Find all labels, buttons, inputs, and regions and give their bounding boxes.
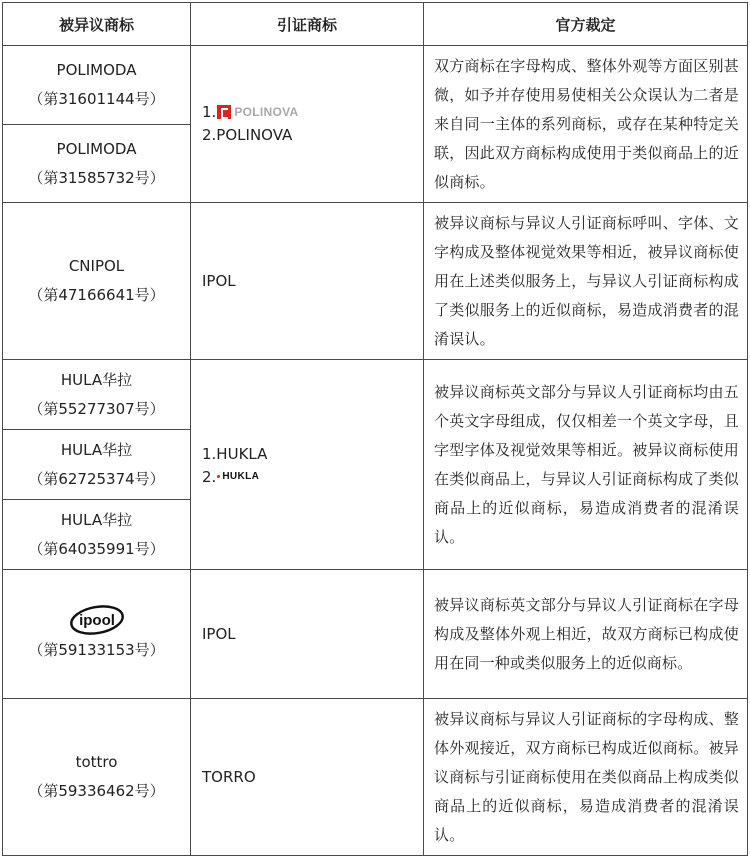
mark-reg-number: （第31585732号） xyxy=(28,168,165,187)
grid-line xyxy=(747,2,748,856)
ruling-cell: 被异议商标英文部分与异议人引证商标均由五个英文字母组成，仅仅相差一个英文字母，且字型字体及视觉效果等相近。被异议商标使用在类似商品上，与异议人引证商标构成了类似商品上的近似商标，易造成消费者的混淆误认。 xyxy=(434,382,739,546)
list-number: 1. xyxy=(202,103,217,121)
cited-mark-text: IPOL xyxy=(202,272,236,290)
objected-mark-cell xyxy=(3,570,190,698)
ruling-cell: 被异议商标英文部分与异议人引证商标在字母构成及整体外观上相近，故双方商标已构成使用在同一种或类似服务上的近似商标。 xyxy=(434,595,739,672)
hukla-logo-dot-icon xyxy=(217,475,220,478)
ruling-cell: 双方商标在字母构成、整体外观等方面区别甚微，如予并存使用易使相关公众误认为二者是来自同一主体的系列商标，或存在某种特定关联，因此双方商标构成使用于类似商品上的近似商标。 xyxy=(434,56,739,191)
objected-mark-cell xyxy=(3,46,190,124)
mark-reg-number: （第59133153号） xyxy=(28,640,165,659)
mark-name: HULA华拉 xyxy=(60,370,133,389)
ipool-logo-icon xyxy=(69,604,125,636)
grid-line xyxy=(2,855,748,856)
ipool-logo-text: ipool xyxy=(78,611,115,629)
cited-mark-cell xyxy=(191,360,423,569)
header-objected-mark: 被异议商标 xyxy=(58,15,134,34)
mark-name: POLIMODA xyxy=(56,61,137,79)
mark-name: HULA华拉 xyxy=(60,440,133,459)
cited-mark-text: IPOL xyxy=(202,625,236,643)
objected-mark-cell xyxy=(3,430,190,499)
objected-mark-cell xyxy=(3,203,190,359)
objected-mark-cell xyxy=(3,360,190,429)
mark-reg-number: （第47166641号） xyxy=(28,286,165,304)
mark-reg-number: （第55277307号） xyxy=(28,399,165,418)
header-ruling: 官方裁定 xyxy=(555,15,616,34)
cited-mark-cell xyxy=(191,203,423,359)
cited-mark-line: 2.POLINOVA xyxy=(202,126,293,144)
mark-reg-number: （第62725374号） xyxy=(28,469,165,488)
objected-mark-cell xyxy=(3,699,190,855)
cited-mark-line xyxy=(202,466,423,488)
mark-name: POLIMODA xyxy=(56,139,137,158)
mark-name: CNIPOL xyxy=(68,257,125,275)
cited-mark-cell xyxy=(191,570,423,698)
mark-reg-number: （第31601144号） xyxy=(28,90,165,108)
mark-name: HULA华拉 xyxy=(60,510,133,529)
mark-name: tottro xyxy=(75,753,118,771)
cited-mark-cell xyxy=(191,46,423,202)
polinova-logo-icon xyxy=(217,105,231,119)
cited-mark-line: 1.HUKLA xyxy=(202,444,268,463)
ruling-cell: 被异议商标与异议人引证商标的字母构成、整体外观接近，双方商标已构成近似商标。被异议商标与引证商标使用在类似商品上构成类似商品上的近似商标，易造成消费者的混淆误认。 xyxy=(434,709,739,844)
cited-mark-cell xyxy=(191,699,423,855)
ruling-cell: 被异议商标与异议人引证商标呼叫、字体、文字构成及整体视觉效果等相近，被异议商标使用在上述类似服务上，与异议人引证商标构成了类似服务上的近似商标，易造成消费者的混淆误认。 xyxy=(434,213,739,348)
mark-reg-number: （第59336462号） xyxy=(28,782,165,800)
objected-mark-cell xyxy=(3,125,190,202)
header-cited-mark: 引证商标 xyxy=(276,15,337,34)
list-number: 2. xyxy=(202,467,217,486)
cited-mark-line xyxy=(202,101,423,123)
objected-mark-cell xyxy=(3,500,190,569)
cited-mark-text: TORRO xyxy=(202,768,256,786)
polinova-logo-text: POLINOVA xyxy=(234,105,299,119)
mark-reg-number: （第64035991号） xyxy=(28,539,165,558)
hukla-logo-text: HUKLA xyxy=(222,470,260,482)
